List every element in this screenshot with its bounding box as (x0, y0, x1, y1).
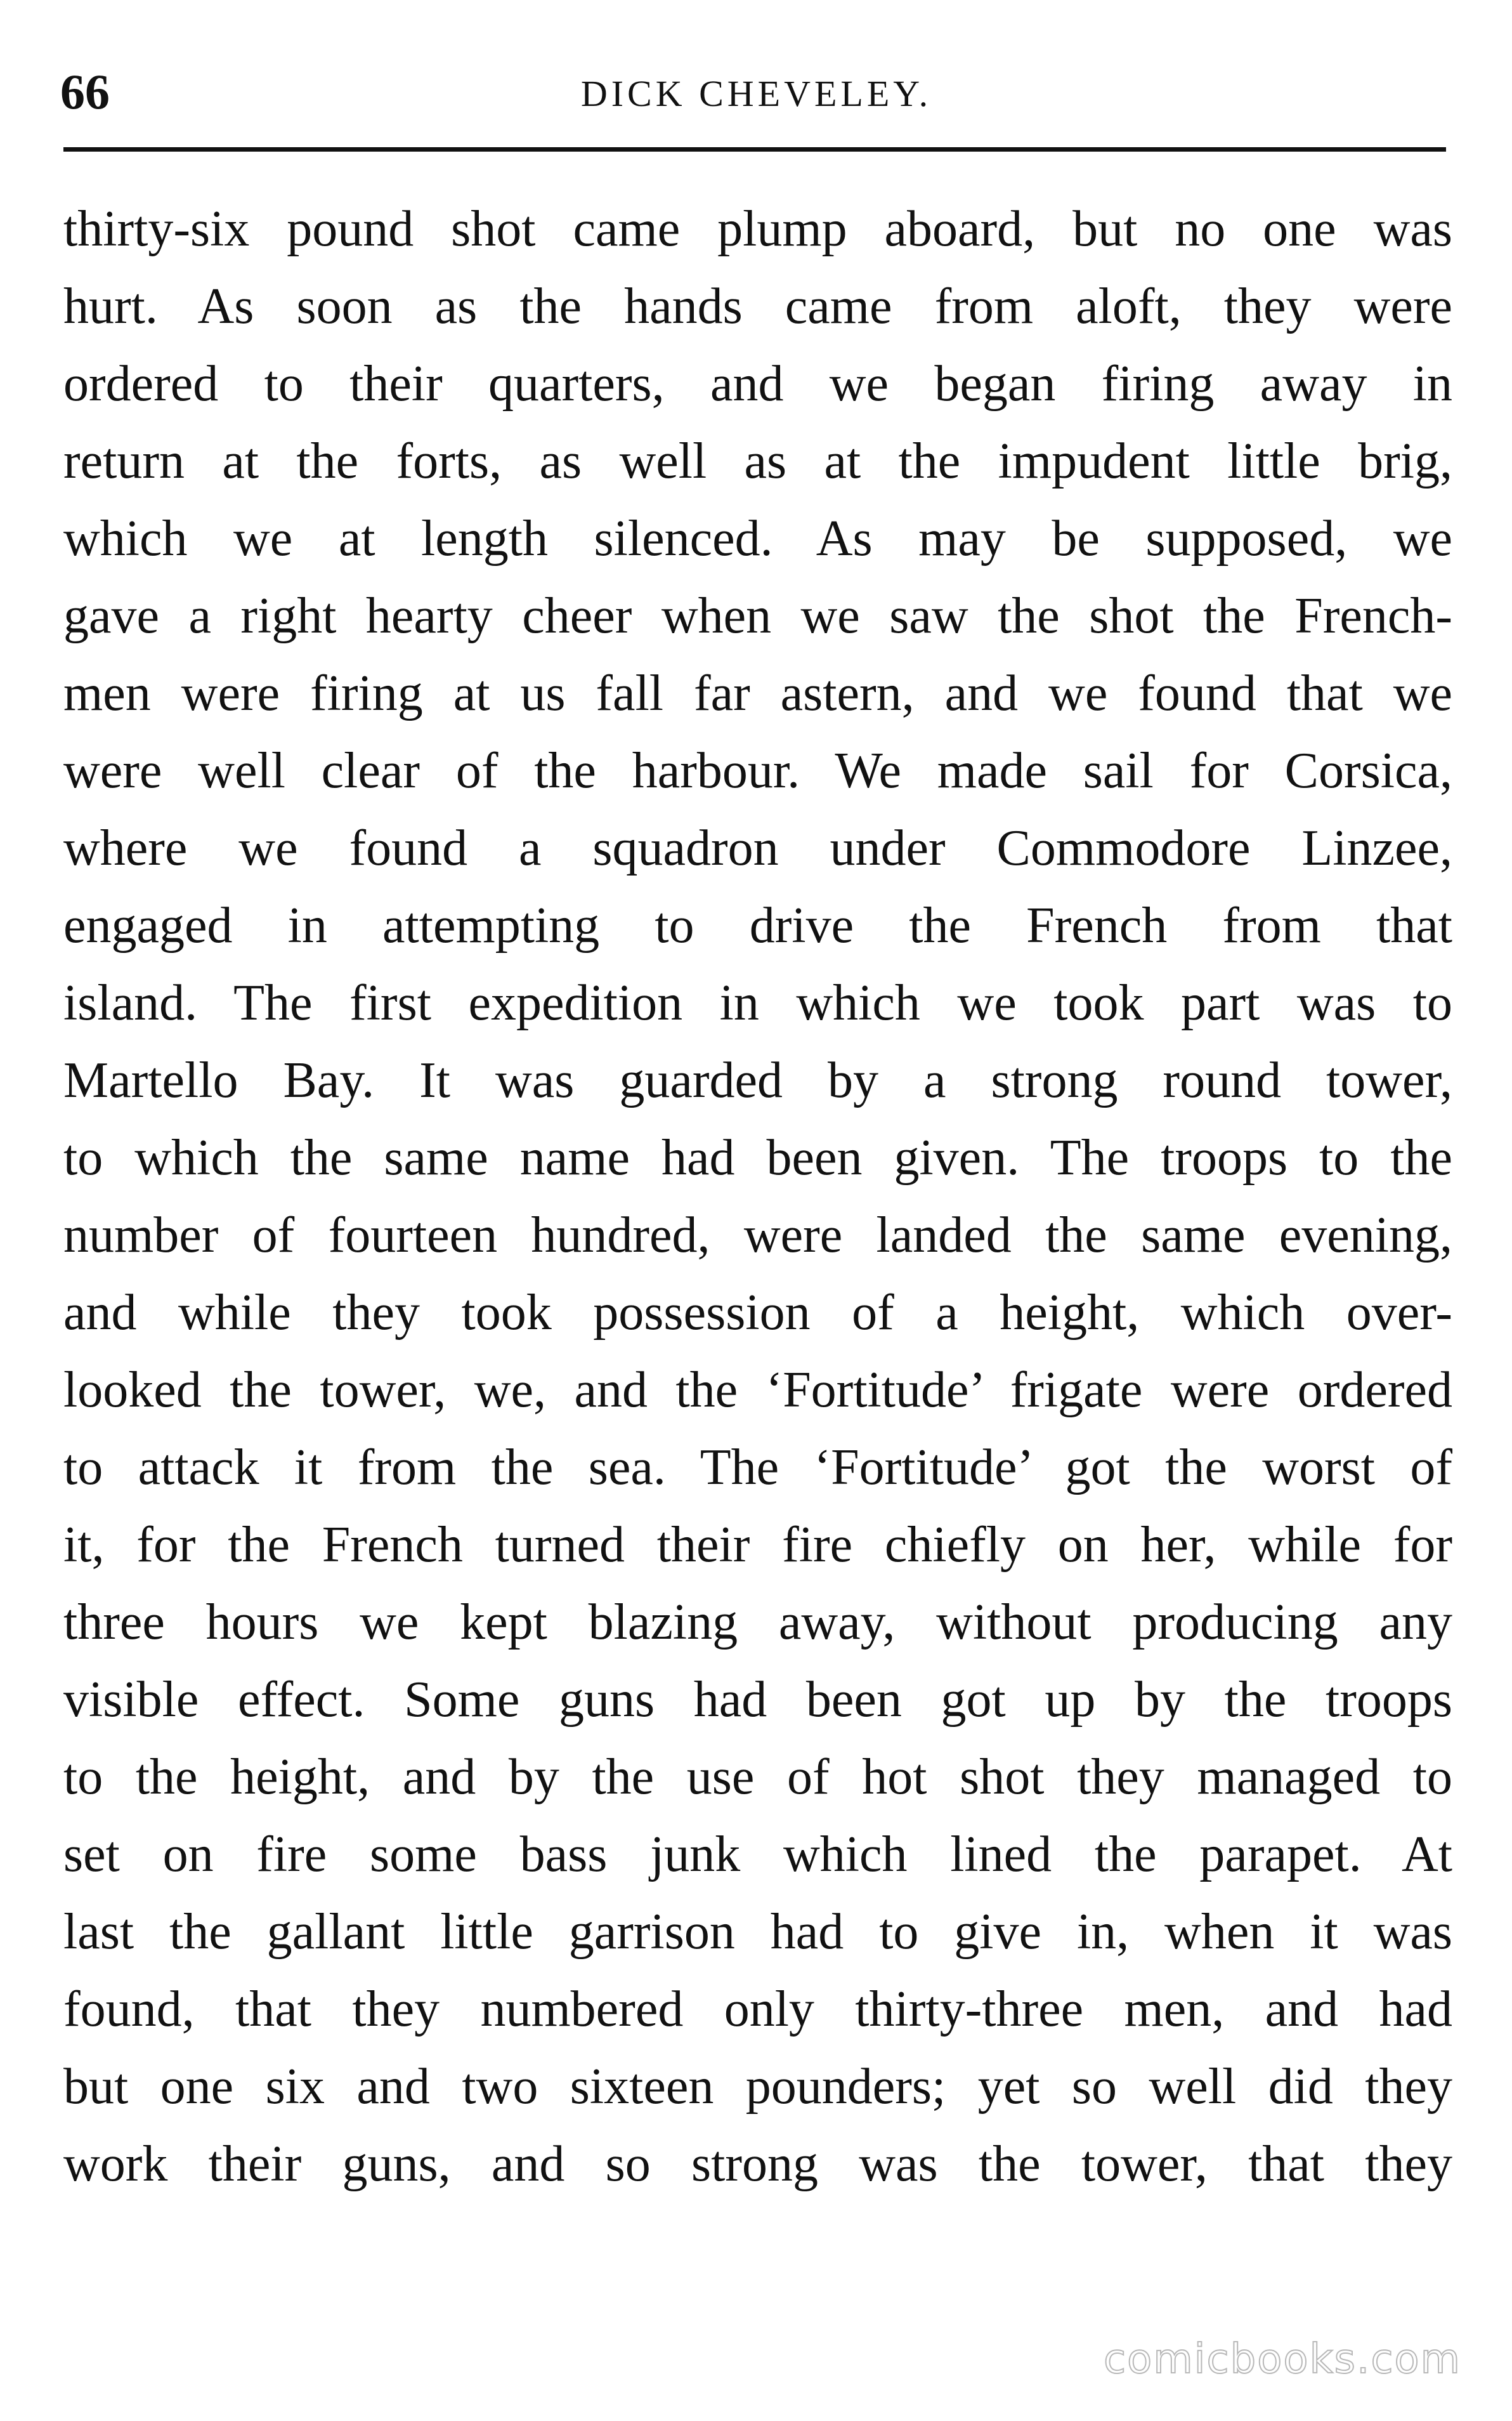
text-line: set on fire some bass junk which lined the parapet. At (63, 1827, 1452, 1882)
text-line: to which the same name had been given. The troops to the (63, 1130, 1452, 1186)
text-line: engaged in attempting to drive the French from that (63, 898, 1452, 954)
text-line: number of fourteen hundred, were landed the same evening, (63, 1207, 1452, 1263)
text-line: work their guns, and so strong was the tower, that they (63, 2136, 1452, 2192)
running-title: DICK CHEVELEY. (580, 73, 932, 114)
text-line: ordered to their quarters, and we began firing away in (63, 356, 1452, 412)
text-line: three hours we kept blazing away, without producing any (63, 1594, 1452, 1650)
body-text (63, 190, 1452, 2203)
text-line: gave a right hearty cheer when we saw the shot the French- (63, 588, 1452, 644)
page-header (60, 60, 1452, 136)
text-line: Martello Bay. It was guarded by a strong round tower, (63, 1053, 1452, 1108)
text-line: it, for the French turned their fire chiefly on her, while for (63, 1517, 1452, 1573)
text-line: found, that they numbered only thirty-three men, and had (63, 1981, 1452, 2037)
text-line: hurt. As soon as the hands came from aloft, they were (63, 279, 1452, 334)
text-line: island. The first expedition in which we took part was to (63, 975, 1452, 1031)
watermark: comicbooks.com (1103, 2336, 1461, 2383)
text-line: return at the forts, as well as at the impudent little brig, (63, 433, 1452, 489)
text-line: which we at length silenced. As may be supposed, we (63, 511, 1452, 567)
text-line: were well clear of the harbour. We made sail for Corsica, (63, 743, 1452, 799)
text-line: but one six and two sixteen pounders; yet so well did they (63, 2059, 1452, 2115)
text-line: to attack it from the sea. The ‘Fortitude’ got the worst of (63, 1440, 1452, 1495)
text-line: to the height, and by the use of hot shot they managed to (63, 1749, 1452, 1805)
text-line: last the gallant little garrison had to give in, when it was (63, 1904, 1452, 1960)
page-number: 66 (60, 64, 110, 119)
text-line: where we found a squadron under Commodore Linzee, (63, 820, 1452, 876)
text-line: thirty-six pound shot came plump aboard, but no one was (63, 201, 1452, 257)
text-line: looked the tower, we, and the ‘Fortitude’ frigate were ordered (63, 1362, 1452, 1418)
text-line: men were firing at us fall far astern, and we found that we (63, 666, 1452, 721)
text-line: and while they took possession of a height, which over- (63, 1285, 1452, 1341)
text-line: visible effect. Some guns had been got up by the troops (63, 1672, 1452, 1728)
header-rule (63, 147, 1446, 152)
